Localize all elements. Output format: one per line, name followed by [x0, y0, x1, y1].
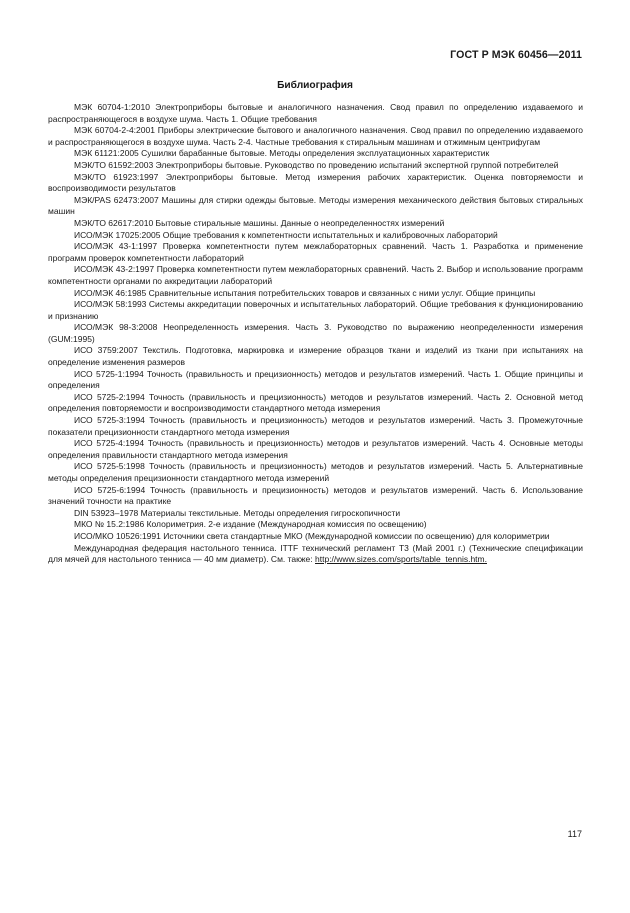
reference-item: ИСО 5725-2:1994 Точность (правильность и прецизионность) методов и результатов измерений. Часть 2. Основной метод определения повторяемости и воспроизводимости стандартного метода измерения [48, 391, 583, 414]
reference-item: DIN 53923–1978 Материалы текстильные. Методы определения гигроскопичности [74, 507, 401, 518]
reference-item: ИСО/МКО 10526:1991 Источники света стандартные МКО (Международной комиссии по освещению) для колориметрии [74, 530, 550, 541]
reference-item: ИСО/МЭК 98-3:2008 Неопределенность измерения. Часть 3. Руководство по выражению неопределенности измерения (GUM:1995) [48, 322, 583, 344]
reference-item: ИСО/МЭК 17025:2005 Общие требования к компетентности испытательных и калибровочных лабораторий [74, 229, 498, 240]
reference-item: МЭК/ТО 62617:2010 Бытовые стиральные машины. Данные о неопределенностях измерений [74, 217, 445, 228]
reference-text: Международная федерация настольного тенниса. ITTF технический регламент Т3 (Май 2001 г.) (Технические спецификации для мячей для настольного тенниса — 40 мм диаметр). См. также: [48, 542, 583, 565]
reference-item-ittf [48, 543, 583, 566]
reference-item: ИСО 5725-6:1994 Точность (правильность и прецизионность) методов и результатов измерений. Часть 6. Использование значений точности на практике [48, 484, 583, 507]
reference-item: ИСО 5725-1:1994 Точность (правильность и прецизионность) методов и результатов измерений. Часть 1. Общие принципы и определения [48, 368, 583, 391]
bibliography-title: Библиография [277, 80, 353, 91]
reference-item: МЭК/PAS 62473:2007 Машины для стирки одежды бытовые. Методы измерения механического действия бытовых стиральных машин [48, 194, 583, 217]
reference-link[interactable]: http://www.sizes.com/sports/table_tennis.htm. [315, 554, 487, 565]
reference-item: МЭК 60704-1:2010 Электроприборы бытовые и аналогичного назначения. Свод правил по определению издаваемого и распространяющегося в воздухе шума. Часть 1. Общие требования [48, 102, 583, 124]
reference-item: ИСО 3759:2007 Текстиль. Подготовка, маркировка и измерение образцов ткани и изделий из ткани при испытаниях на определение изменения размеров [48, 345, 583, 368]
reference-list [48, 102, 583, 566]
reference-item: ИСО 5725-4:1994 Точность (правильность и прецизионность) методов и результатов измерений. Часть 4. Основные методы определения правильности стандартного метода измерения [48, 438, 583, 460]
reference-item: МЭК 60704-2-4:2001 Приборы электрические бытового и аналогичного назначения. Свод правил по определению издаваемого и распространяющегося в воздухе шума. Часть 2-4. Частные требования к стиральным машинам и отжимным центрифугам [48, 125, 583, 147]
standard-header: ГОСТ Р МЭК 60456—2011 [450, 49, 582, 61]
reference-item: ИСО 5725-3:1994 Точность (правильность и прецизионность) методов и результатов измерений. Часть 3. Промежуточные показатели прецизионности стандартного метода измерения [48, 415, 583, 437]
page-number: 117 [567, 829, 582, 839]
reference-item: ИСО/МЭК 43-1:1997 Проверка компетентности путем межлабораторных сравнений. Часть 1. Разработка и применение программ проверок компетентности лабораторий [48, 241, 583, 263]
reference-item: МЭК/ТО 61592:2003 Электроприборы бытовые. Руководство по проведению испытаний экспертной группой потребителей [74, 159, 559, 170]
reference-item: ИСО/МЭК 43-2:1997 Проверка компетентности путем межлабораторных сравнений. Часть 2. Выбор и использование программ компетентности органами по аккредитации лабораторий [48, 264, 583, 286]
reference-item: ИСО/МЭК 58:1993 Системы аккредитации поверочных и испытательных лабораторий. Общие требования к функционированию и признанию [48, 299, 583, 321]
reference-item: МЭК/ТО 61923:1997 Электроприборы бытовые. Метод измерения рабочих характеристик. Оценка повторяемости и воспроизводимости результатов [48, 171, 583, 194]
reference-item: ИСО 5725-5:1998 Точность (правильность и прецизионность) методов и результатов измерений. Часть 5. Альтернативные методы определения прецизионности стандартного метода измерений [48, 461, 583, 483]
reference-item: МЭК 61121:2005 Сушилки барабанные бытовые. Методы определения эксплуатационных характеристик [74, 148, 490, 159]
reference-item: МКО № 15.2:1986 Колориметрия. 2-е издание (Международная комиссия по освещению) [74, 519, 427, 530]
reference-item: ИСО/МЭК 46:1985 Сравнительные испытания потребительских товаров и связанных с ними услуг. Общие принципы [74, 287, 536, 298]
